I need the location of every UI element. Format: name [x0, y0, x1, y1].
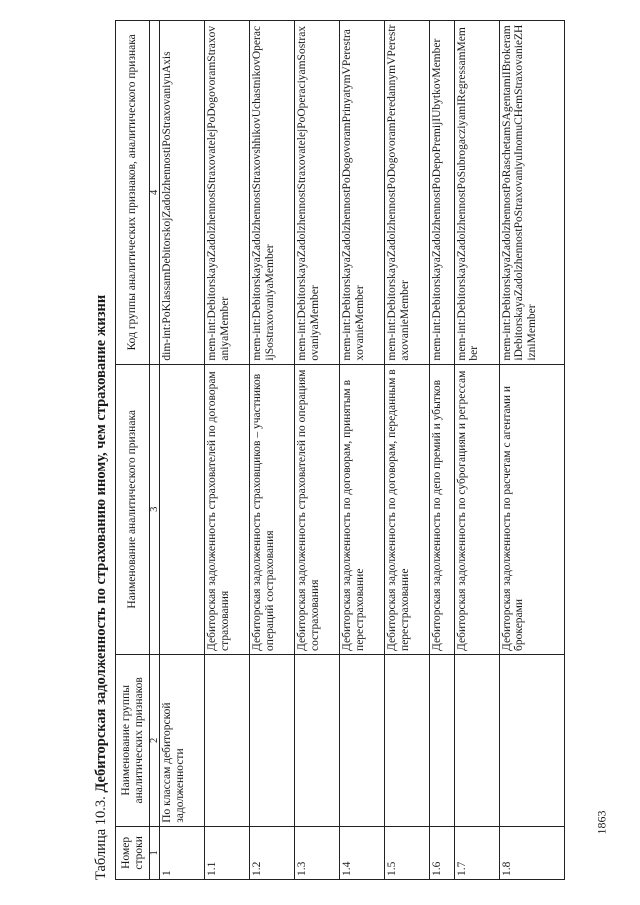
row-number-cell: 1.3 [295, 826, 340, 879]
attribute-name-cell: Дебиторская задолженность по депо премий и убытков [430, 364, 455, 654]
attribute-name-cell: Дебиторская задолженность страховщиков – участников операций сострахования [250, 364, 295, 654]
table-row [385, 21, 430, 880]
caption-prefix: Таблица 10.3. [93, 792, 109, 880]
rotated-page-content [92, 20, 612, 880]
table-row [499, 21, 564, 880]
attribute-name-cell: Дебиторская задолженность по договорам, переданным в перестрахование [385, 364, 430, 654]
row-number-cell: 1.5 [385, 826, 430, 879]
column-number: 3 [150, 364, 160, 654]
header-code: Код группы аналитических признаков, аналитического признака [116, 21, 150, 365]
code-cell: mem-int:DebitorskayaZadolzhennostPoDogovoramPeredannymVPerestraxovanieMember [385, 21, 430, 365]
code-cell: mem-int:DebitorskayaZadolzhennostPoRaschetamSAgentamiIBrokeramiDebitorskayaZadolzhennostPoStraxovaniyuInomuCHemStraxovanieZHizniMember [499, 21, 564, 365]
table-row [250, 21, 295, 880]
group-name-cell [430, 654, 455, 826]
group-name-cell [385, 654, 430, 826]
caption-title: Дебиторская задолженность по страхованию иному, чем страхование жизни [93, 294, 109, 793]
code-cell: mem-int:DebitorskayaZadolzhennostStraxovatelejPoDogovoramStraxovaniyaMember [205, 21, 250, 365]
page-number: 1863 [594, 810, 609, 835]
code-cell: mem-int:DebitorskayaZadolzhennostPoDogovoramPrinyatymVPerestraxovanieMember [340, 21, 385, 365]
column-number: 1 [150, 826, 160, 879]
header-group-name: Наименование группы аналитических признаков [116, 654, 150, 826]
code-cell: mem-int:DebitorskayaZadolzhennostStraxovshhikovUchastnikovOperacijSostraxovaniyaMember [250, 21, 295, 365]
group-name-cell [499, 654, 564, 826]
group-name-cell [454, 654, 499, 826]
header-row-number: Номер строки [116, 826, 150, 879]
attribute-name-cell: Дебиторская задолженность страхователей по договорам страхования [205, 364, 250, 654]
group-name-cell [295, 654, 340, 826]
code-cell: mem-int:DebitorskayaZadolzhennostPoSubrogacziyamIRegressamMember [454, 21, 499, 365]
table-row [430, 21, 455, 880]
header-attribute-name: Наименование аналитического признака [116, 364, 150, 654]
table-row [295, 21, 340, 880]
group-name-cell [205, 654, 250, 826]
code-cell: mem-int:DebitorskayaZadolzhennostPoDepoPremijIUbytkovMember [430, 21, 455, 365]
row-number-cell: 1.6 [430, 826, 455, 879]
column-number: 2 [150, 654, 160, 826]
row-number-cell: 1.2 [250, 826, 295, 879]
attribute-name-cell: Дебиторская задолженность по суброгациям и регрессам [454, 364, 499, 654]
attribute-name-cell: Дебиторская задолженность по договорам, принятым в перестрахование [340, 364, 385, 654]
attribute-name-cell [160, 364, 205, 654]
group-name-cell: По классам дебиторской задолженности [160, 654, 205, 826]
table-row [454, 21, 499, 880]
column-number: 4 [150, 21, 160, 365]
group-name-cell [340, 654, 385, 826]
attribute-name-cell: Дебиторская задолженность по расчетам с агентами и брокерами [499, 364, 564, 654]
row-number-cell: 1.7 [454, 826, 499, 879]
table-row [205, 21, 250, 880]
table-row [340, 21, 385, 880]
data-table [115, 20, 565, 880]
row-number-cell: 1 [160, 826, 205, 879]
table-row [160, 21, 205, 880]
code-cell: mem-int:DebitorskayaZadolzhennostStraxovatelejPoOperaciyamSostraxovaniyaMember [295, 21, 340, 365]
table-caption [92, 295, 110, 880]
row-number-cell: 1.8 [499, 826, 564, 879]
row-number-cell: 1.1 [205, 826, 250, 879]
row-number-cell: 1.4 [340, 826, 385, 879]
code-cell: dim-int:PoKlassamDebitorskojZadolzhennostiPoStraxovaniyuAxis [160, 21, 205, 365]
group-name-cell [250, 654, 295, 826]
attribute-name-cell: Дебиторская задолженность страхователей по операциям сострахования [295, 364, 340, 654]
